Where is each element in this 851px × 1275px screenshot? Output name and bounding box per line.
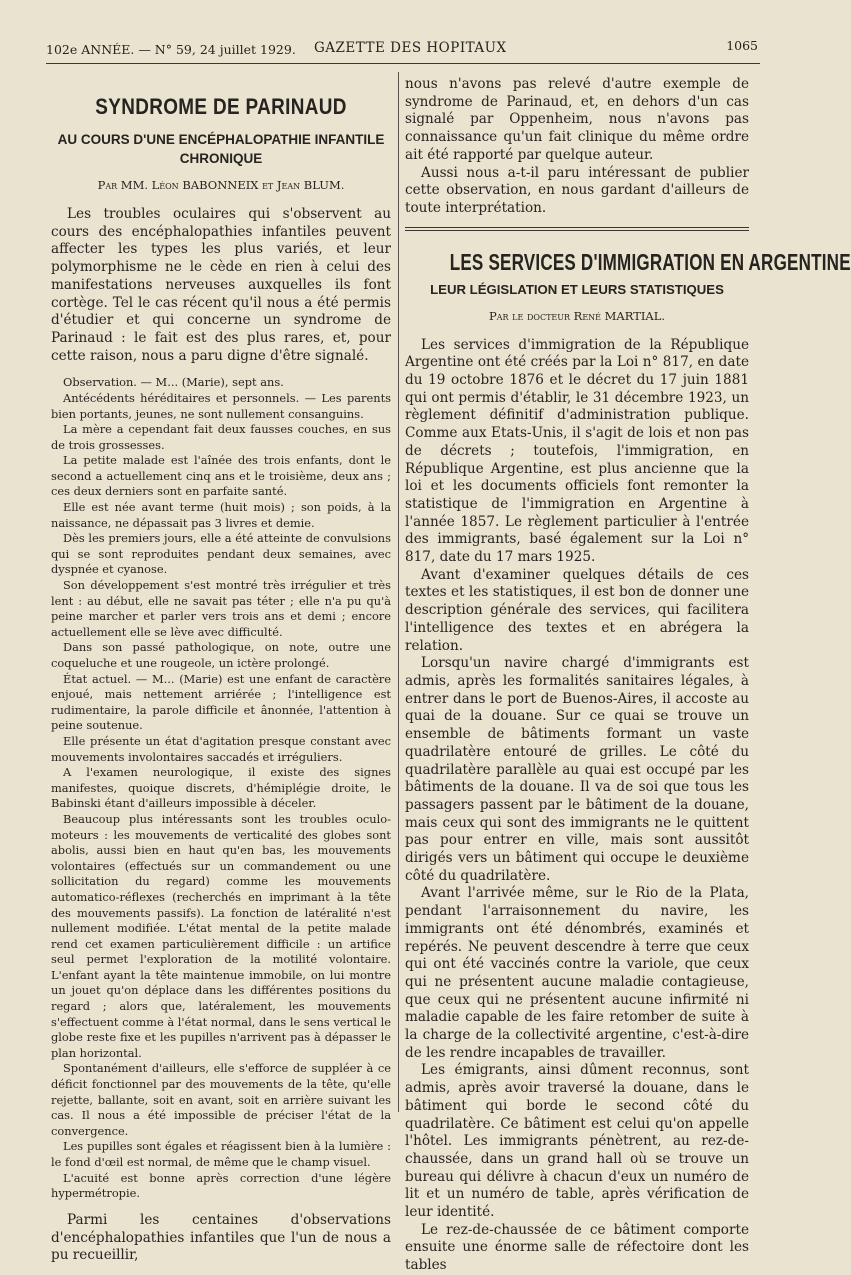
article2-paragraph: Lorsqu'un navire chargé d'immigrants est admis, après les formalités sanitaires légales, à entrer dans le port de Buenos-Aires, il accoste au quai de la douane. Sur ce quai se trouve un ensemble de bâtiments formant un vaste quadrilatère entouré de grilles. Le côté du quadrilatère parallèle au quai est occupé par les bâtiments de la douane. Il va de soi que tous les passagers passent par le bâtiment de la douane, mais ceux qui sont des immigrants ne le quittent pas pour entrer en ville, mais sont aussitôt dirigés vers un bâtiment qui occupe le deuxième côté du quadrilatère. (405, 655, 749, 884)
header-rule (46, 63, 760, 64)
article2-paragraph: Avant l'arrivée même, sur le Rio de la Plata, pendant l'arraisonnement du navire, les immigrants ont été dénombrés, examinés et repérés. Ne peuvent descendre à terre que ceux qui ont été vaccinés contre la variole, que ceux qui ne présentent aucune maladie contagieuse, que ceux qui ne présentent aucune infirmité ni maladie capable de les faire retomber de suite à la charge de la collectivité argentine, c'est-à-dire de les rendre incapables de travailler. (405, 885, 749, 1061)
article2-paragraph: Avant d'examiner quelques détails de ces textes et les statistiques, il est bon de donner une description générale des services, qui facilitera l'intelligence des textes et en abrégera la relation. (405, 566, 749, 654)
observation-paragraph: Spontanément d'ailleurs, elle s'efforce de suppléer à ce déficit fonctionnel par des mouvements de la tête, qu'elle rejette, ballante, soit en avant, soit en arrière suivant les cas. Il nous a été impossible de préciser l'état de la convergence. (51, 1061, 391, 1138)
article-separator (405, 227, 749, 231)
left-column (51, 84, 391, 1265)
article1-byline: Par MM. Léon BABONNEIX et Jean BLUM. (97, 178, 345, 192)
observation-paragraph: Dès les premiers jours, elle a été atteinte de convulsions qui se sont reproduites pendant deux semaines, avec dyspnée et cyanose. (51, 531, 391, 577)
journal-title: GAZETTE DES HOPITAUX (314, 40, 507, 56)
observation-paragraph: L'acuité est bonne après correction d'une légère hypermétropie. (51, 1170, 391, 1201)
article1-closing-continued: nous n'avons pas relevé d'autre exemple de syndrome de Parinaud, et, en dehors d'un cas signalé par Oppenheim, nous n'avons pas connaissance qu'un fait clinique du même ordre ait été rapporté par quelque auteur. (405, 76, 749, 163)
right-column (405, 76, 851, 1275)
article1-closing: Parmi les centaines d'observations d'encéphalopathies infantiles que l'un de nous a pu recueillir, (51, 1211, 391, 1264)
observation-heading: Observation. — M... (Marie), sept ans. (63, 375, 284, 390)
observation-paragraph: Elle présente un état d'agitation presque constant avec mouvements involontaires saccadés et irréguliers. (51, 733, 391, 764)
article1-subtitle: AU COURS D'UNE ENCÉPHALOPATHIE INFANTILE CHRONIQUE (57, 132, 385, 166)
article2-paragraph: Le rez-de-chaussée de ce bâtiment comporte ensuite une énorme salle de réfectoire dont les tables (405, 1221, 749, 1274)
column-rule (398, 72, 399, 1112)
article1-conclusion: Aussi nous a-t-il paru intéressant de publier cette observation, en nous gardant d'ailleurs de toute interprétation. (405, 164, 749, 216)
page-number: 1065 (726, 38, 758, 53)
article1-title: SYNDROME DE PARINAUD (95, 94, 347, 119)
observation-paragraph: La petite malade est l'aînée des trois enfants, dont le second a actuellement cinq ans et le troisième, deux ans ; ces deux derniers sont en parfaite santé. (51, 453, 391, 499)
observation-paragraph: Dans son passé pathologique, on note, outre une coqueluche et une rougeole, un ictère prolongé. (51, 640, 391, 671)
observation-paragraph: Son développement s'est montré très irrégulier et très lent : au début, elle ne savait pas téter ; elle n'a pu qu'à peine marcher et parler vers trois ans et demi ; encore actuellement elle se lève avec difficulté. (51, 578, 391, 639)
observation-paragraph: A l'examen neurologique, il existe des signes manifestes, quoique discrets, d'hémiplégie droite, le Babinski étant d'ailleurs impossible à déceler. (51, 765, 391, 811)
running-head (46, 38, 762, 60)
observation-paragraph: Elle est née avant terme (huit mois) ; son poids, à la naissance, ne dépassait pas 3 livres et demie. (51, 500, 391, 530)
observation-paragraph: État actuel. — M... (Marie) est une enfant de caractère enjoué, mais nettement arriérée ; l'intelligence est rudimentaire, la parole difficile et ânonnée, l'attention à peine soutenue. (51, 671, 391, 733)
article2-paragraph: Les émigrants, ainsi dûment reconnus, sont admis, après avoir traversé la douane, dans le bâtiment qui borde le second côté du quadrilatère. Ce bâtiment est celui qu'on appelle l'hôtel. Les immigrants pénètrent, au rez-de-chaussée, dans un grand hall où se trouve un bureau qui délivre à chacun d'eux un numéro de lit et un numéro de table, après vérification de leur identité. (405, 1062, 749, 1221)
observation-paragraph: La mère a cependant fait deux fausses couches, en sus de trois grossesses. (51, 422, 391, 452)
issue-info: 102e ANNÉE. — N° 59, 24 juillet 1929. (46, 42, 296, 57)
observation-paragraph: Les pupilles sont égales et réagissent bien à la lumière : le fond d'œil est normal, de même que le champ visuel. (51, 1139, 391, 1170)
observation-paragraph: Beaucoup plus intéressants sont les troubles oculo-moteurs : les mouvements de verticalité des globes sont abolis, aussi bien en haut qu'en bas, les mouvements volontaires (effectués sur un commandement ou une sollicitation du regard) comme les mouvements automatico-réflexes (recherchés en imprimant à la tête des mouvements passifs). La fonction de latéralité n'est nullement modifiée. L'état mental de la petite malade rend cet examen particulièrement difficile : un artifice seul permet l'exploration de la motilité volontaire. L'enfant ayant la tête maintenue immobile, on lui montre un jouet qu'on déplace dans les différentes positions du regard ; alors que, latéralement, les mouvements s'effectuent comme à l'état normal, dans le sens vertical le globe reste fixe et les pupilles n'arrivent pas à dépasser le plan horizontal. (51, 811, 391, 1060)
observation-paragraph: Antécédents héréditaires et personnels. — Les parents bien portants, jeunes, ne sont nullement consanguins. (51, 390, 391, 421)
article2-byline: Par le docteur René MARTIAL. (488, 308, 666, 323)
article2-title: LES SERVICES D'IMMIGRATION EN ARGENTINE (449, 248, 851, 275)
article2-subtitle: LEUR LÉGISLATION ET LEURS STATISTIQUES (430, 281, 724, 297)
article2-paragraph: Les services d'immigration de la République Argentine ont été créés par la Loi n° 817, en date du 19 octobre 1876 et le décret du 17 juin 1881 qui ont permis d'établir, le 31 décembre 1923, un règlement définitif d'administration publique. Comme aux Etats-Unis, il s'agit de lois et non pas de décrets ; toutefois, l'immigration, en République Argentine, est plus ancienne que la loi et les documents officiels font remonter la statistique de l'immigration en Argentine à l'année 1857. Le règlement particulier à l'entrée des immigrants, basé également sur la Loi n° 817, date du 17 mars 1925. (405, 336, 749, 566)
article1-intro: Les troubles oculaires qui s'observent au cours des encéphalopathies infantiles peuvent affecter les types les plus variés, et leur polymorphisme ne le cède en rien à celui des manifestations nerveuses auxquelles ils font cortège. Tel le cas récent qu'il nous a été permis d'étudier et qui concerne un syndrome de Parinaud : le fait est des plus rares, et, pour cette raison, nous a paru digne d'être signalé. (51, 206, 391, 364)
